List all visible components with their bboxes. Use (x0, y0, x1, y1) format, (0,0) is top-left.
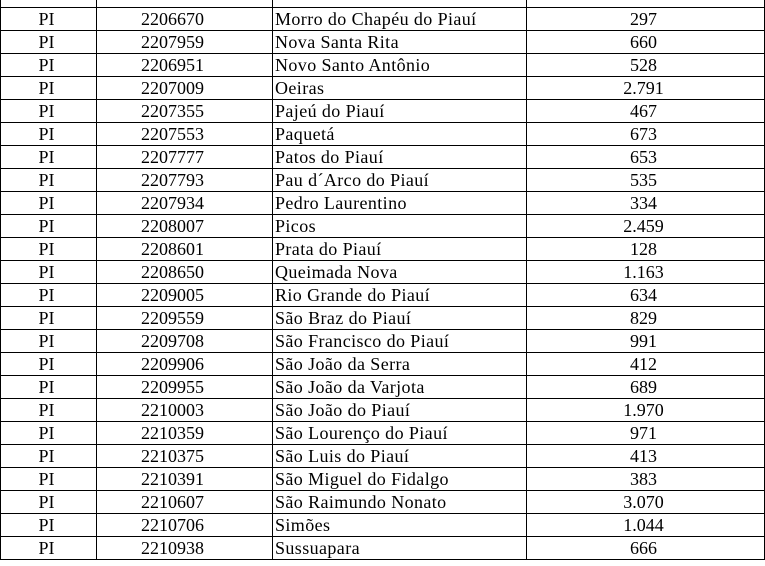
code-cell: 2207553 (97, 123, 273, 146)
municipio-cell: Sussuapara (273, 537, 527, 560)
municipio-cell: São João da Serra (273, 353, 527, 376)
uf-cell: PI (1, 330, 97, 353)
municipio-cell: Novo Santo Antônio (273, 54, 527, 77)
valor-cell: 528 (527, 54, 765, 77)
table-row (1, 514, 765, 537)
municipio-cell: Pedro Laurentino (273, 192, 527, 215)
code-cell: 2210003 (97, 399, 273, 422)
municipio-cell: Picos (273, 215, 527, 238)
uf-cell: PI (1, 169, 97, 192)
municipio-cell: São Raimundo Nonato (273, 491, 527, 514)
code-cell: 2207777 (97, 146, 273, 169)
uf-cell: PI (1, 422, 97, 445)
uf-cell: PI (1, 77, 97, 100)
table-row (1, 445, 765, 468)
valor-cell: 1.044 (527, 514, 765, 537)
uf-cell: PI (1, 376, 97, 399)
code-cell: 2210607 (97, 491, 273, 514)
code-cell: 2207793 (97, 169, 273, 192)
table-body (1, 0, 765, 560)
valor-cell: 634 (527, 284, 765, 307)
municipio-cell: São Braz do Piauí (273, 307, 527, 330)
uf-cell: PI (1, 192, 97, 215)
uf-cell: PI (1, 514, 97, 537)
code-cell: 2209708 (97, 330, 273, 353)
valor-cell: 660 (527, 31, 765, 54)
uf-cell: PI (1, 468, 97, 491)
municipio-cell: São Miguel do Fidalgo (273, 468, 527, 491)
valor-cell: 467 (527, 100, 765, 123)
uf-cell: PI (1, 307, 97, 330)
code-cell: 2210359 (97, 422, 273, 445)
municipio-cell: Queimada Nova (273, 261, 527, 284)
municipio-cell: Prata do Piauí (273, 238, 527, 261)
uf-cell: PI (1, 399, 97, 422)
valor-cell: 666 (527, 537, 765, 560)
uf-cell: PI (1, 238, 97, 261)
code-cell: 2207009 (97, 77, 273, 100)
table-row (1, 123, 765, 146)
municipio-cell: Simões (273, 514, 527, 537)
table-row (1, 100, 765, 123)
table-row (1, 422, 765, 445)
uf-cell: PI (1, 31, 97, 54)
municipio-cell: Pajeú do Piauí (273, 100, 527, 123)
code-cell: 2206951 (97, 54, 273, 77)
valor-cell: 991 (527, 330, 765, 353)
code-cell: 2209906 (97, 353, 273, 376)
valor-cell: 689 (527, 376, 765, 399)
code-cell: 2207959 (97, 31, 273, 54)
table-row (1, 284, 765, 307)
table-row (1, 31, 765, 54)
municipio-cell: São Lourenço do Piauí (273, 422, 527, 445)
code-cell: 2207934 (97, 192, 273, 215)
valor-cell: 2.459 (527, 215, 765, 238)
code-cell: 2210938 (97, 537, 273, 560)
valor-cell: 412 (527, 353, 765, 376)
valor-cell: 334 (527, 192, 765, 215)
valor-cell: 3.070 (527, 491, 765, 514)
table-row (1, 261, 765, 284)
uf-cell: PI (1, 54, 97, 77)
code-cell (97, 0, 273, 8)
code-cell: 2210706 (97, 514, 273, 537)
code-cell: 2208650 (97, 261, 273, 284)
valor-cell (527, 0, 765, 8)
uf-cell (1, 0, 97, 8)
municipio-cell: Morro do Chapéu do Piauí (273, 8, 527, 31)
valor-cell: 297 (527, 8, 765, 31)
table-row (1, 8, 765, 31)
valor-cell: 1.163 (527, 261, 765, 284)
table-row (1, 146, 765, 169)
municipio-cell: Rio Grande do Piauí (273, 284, 527, 307)
uf-cell: PI (1, 215, 97, 238)
municipio-cell: Nova Santa Rita (273, 31, 527, 54)
valor-cell: 2.791 (527, 77, 765, 100)
valor-cell: 829 (527, 307, 765, 330)
code-cell: 2209559 (97, 307, 273, 330)
table-row (1, 54, 765, 77)
valor-cell: 535 (527, 169, 765, 192)
uf-cell: PI (1, 261, 97, 284)
code-cell: 2206670 (97, 8, 273, 31)
uf-cell: PI (1, 445, 97, 468)
uf-cell: PI (1, 491, 97, 514)
municipio-cell: Oeiras (273, 77, 527, 100)
valor-cell: 413 (527, 445, 765, 468)
table-row-partial (1, 0, 765, 8)
table-row (1, 353, 765, 376)
municipio-cell: São Luis do Piauí (273, 445, 527, 468)
table-row (1, 376, 765, 399)
uf-cell: PI (1, 353, 97, 376)
valor-cell: 383 (527, 468, 765, 491)
municipio-cell: Paquetá (273, 123, 527, 146)
table-row (1, 330, 765, 353)
code-cell: 2207355 (97, 100, 273, 123)
code-cell: 2209005 (97, 284, 273, 307)
table-row (1, 238, 765, 261)
code-cell: 2210375 (97, 445, 273, 468)
municipio-cell: São Francisco do Piauí (273, 330, 527, 353)
municipio-cell: Patos do Piauí (273, 146, 527, 169)
code-cell: 2209955 (97, 376, 273, 399)
table-row (1, 307, 765, 330)
valor-cell: 1.970 (527, 399, 765, 422)
table-row (1, 77, 765, 100)
code-cell: 2208601 (97, 238, 273, 261)
uf-cell: PI (1, 123, 97, 146)
uf-cell: PI (1, 100, 97, 123)
valor-cell: 673 (527, 123, 765, 146)
valor-cell: 971 (527, 422, 765, 445)
table-row (1, 491, 765, 514)
valor-cell: 653 (527, 146, 765, 169)
table-row (1, 399, 765, 422)
table-row (1, 468, 765, 491)
valor-cell: 128 (527, 238, 765, 261)
municipio-cell: São João da Varjota (273, 376, 527, 399)
municipio-cell: Pau d´Arco do Piauí (273, 169, 527, 192)
municipio-cell: São João do Piauí (273, 399, 527, 422)
uf-cell: PI (1, 8, 97, 31)
code-cell: 2208007 (97, 215, 273, 238)
table-row (1, 537, 765, 560)
municipio-cell (273, 0, 527, 8)
uf-cell: PI (1, 284, 97, 307)
table-row (1, 192, 765, 215)
uf-cell: PI (1, 537, 97, 560)
table-row (1, 215, 765, 238)
uf-cell: PI (1, 146, 97, 169)
code-cell: 2210391 (97, 468, 273, 491)
table-row (1, 169, 765, 192)
